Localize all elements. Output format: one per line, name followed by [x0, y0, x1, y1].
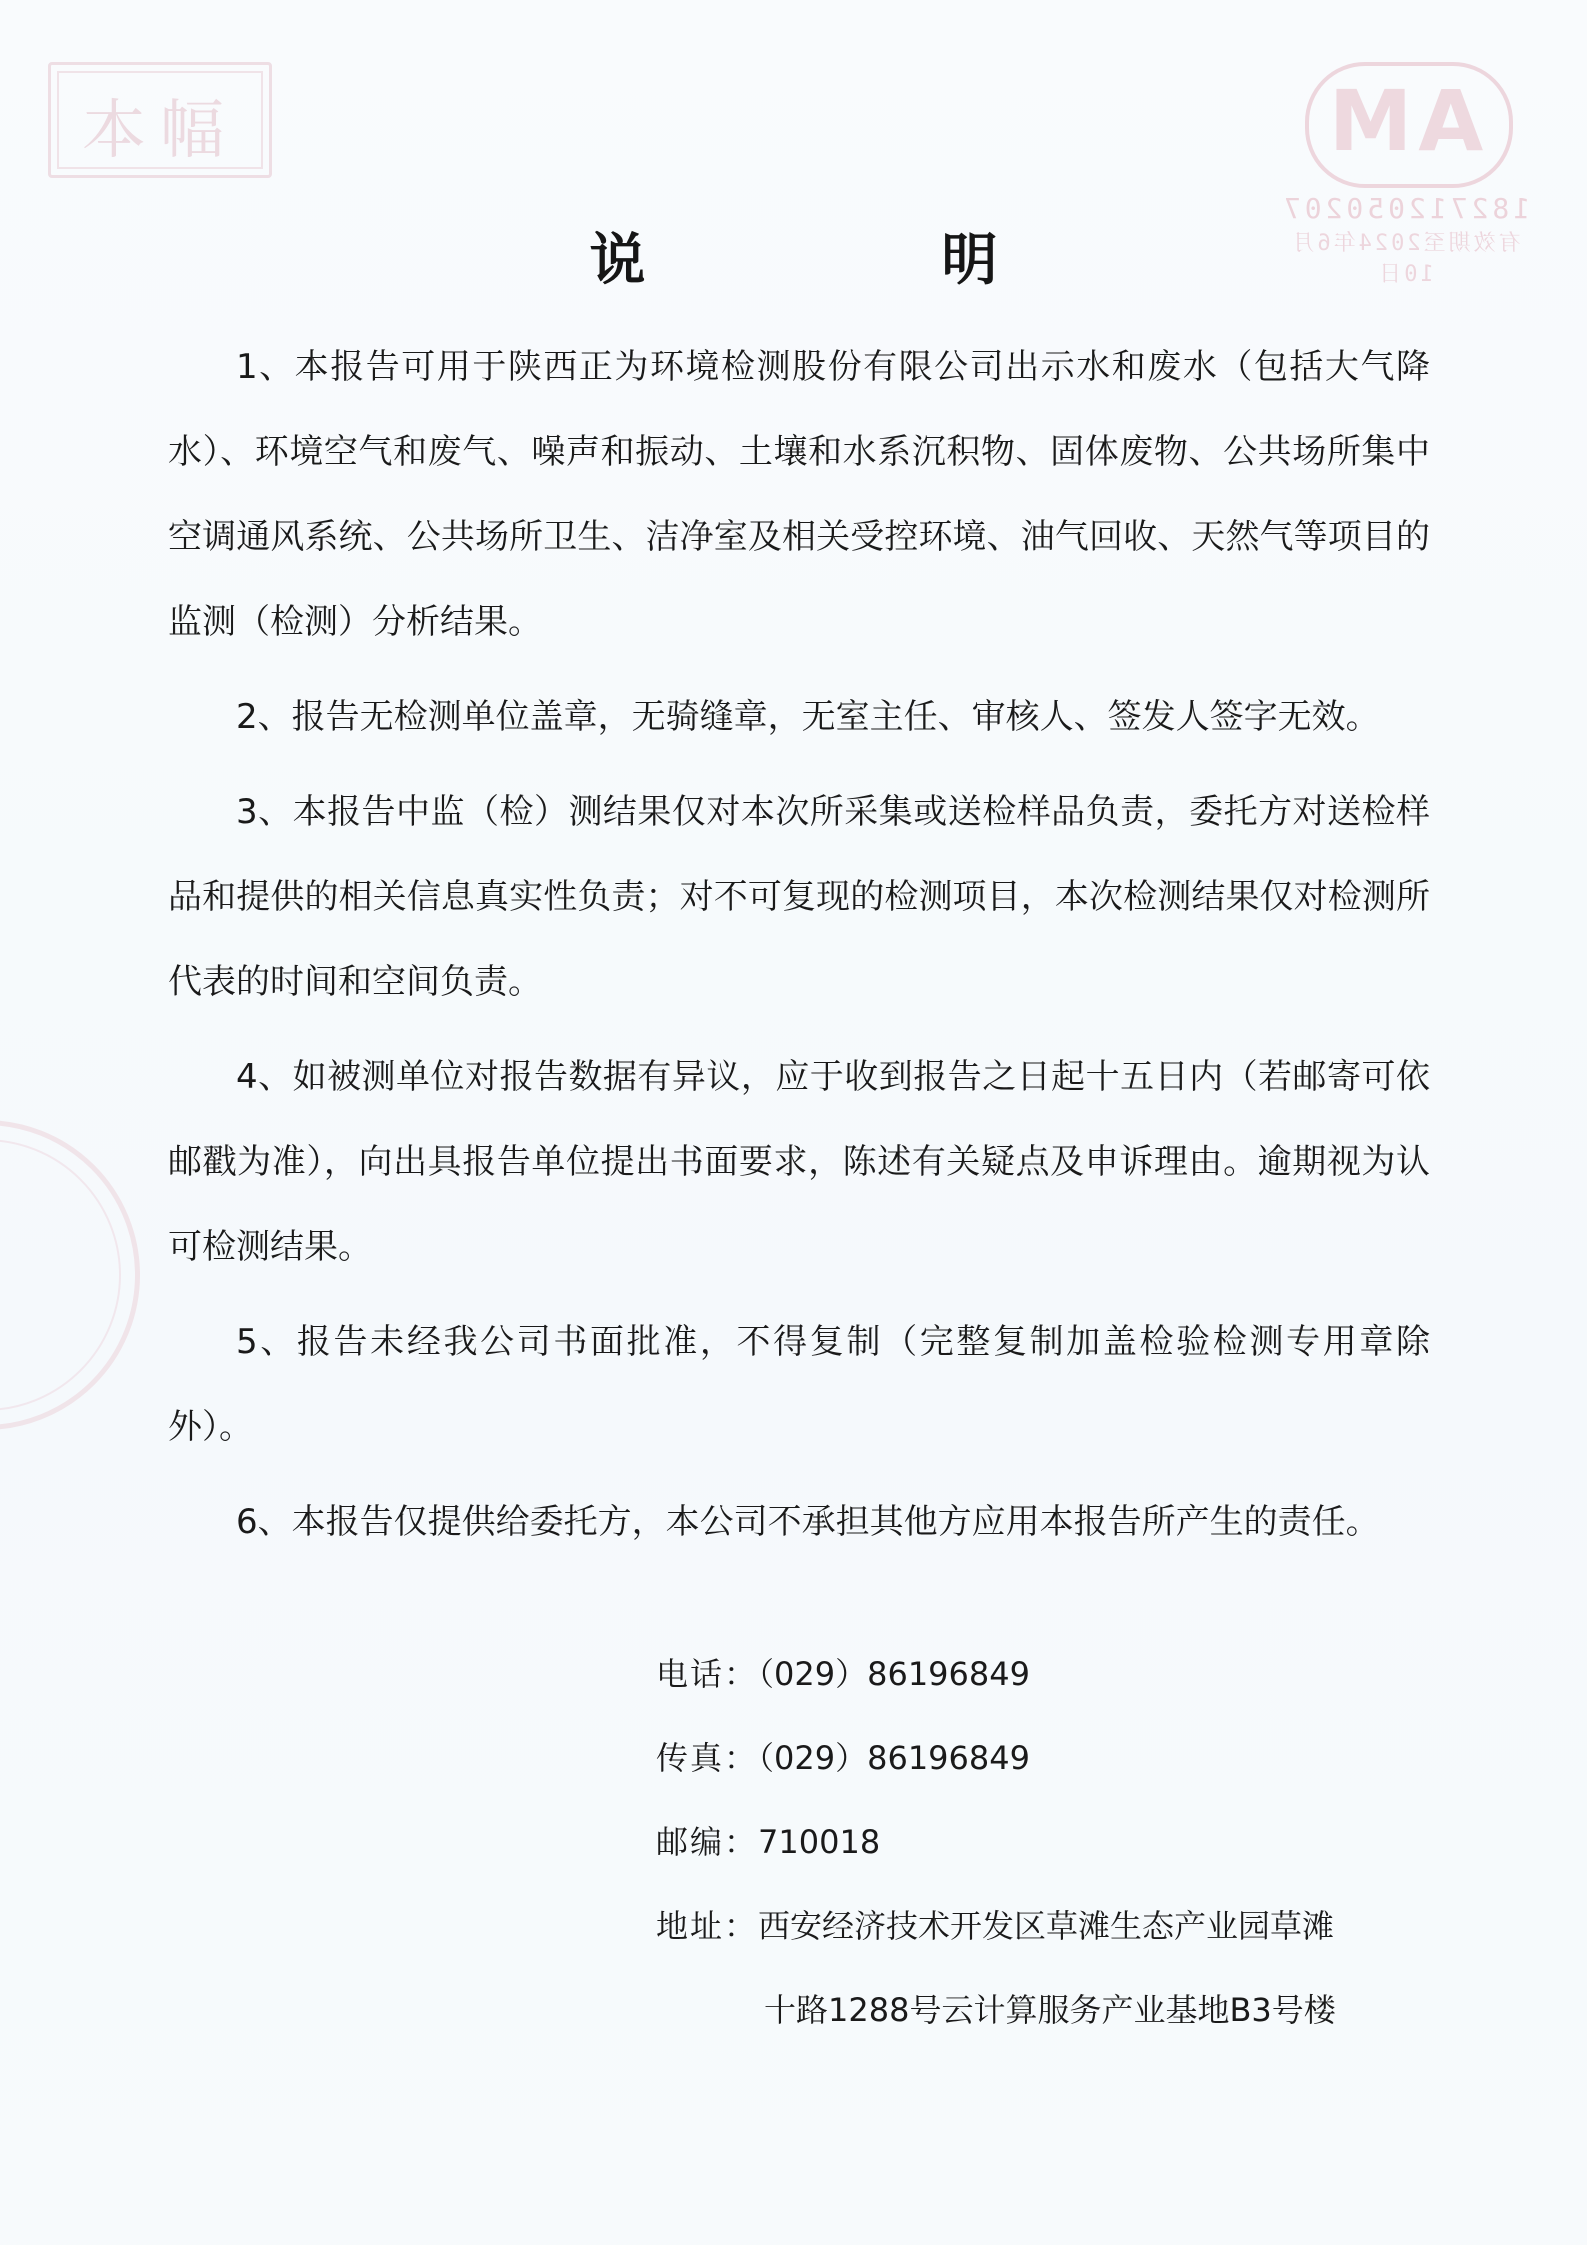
cma-logo-text: MA [1328, 72, 1490, 170]
cma-validity: 有效期至2024年6月10日 [1289, 231, 1521, 287]
postcode-row [656, 1800, 1436, 1884]
postcode-value: 710018 [758, 1823, 881, 1861]
note-paragraph-3: 3、本报告中监（检）测结果仅对本次所采集或送检样品负责，委托方对送检样品和提供的相关信息真实性负责；对不可复现的检测项目，本次检测结果仅对检测所代表的时间和空间负责。 [168, 792, 1430, 1002]
address-label: 地址： [656, 1907, 759, 1945]
note-paragraph-6: 6、本报告仅提供给委托方，本公司不承担其他方应用本报告所产生的责任。 [236, 1502, 1380, 1542]
note-paragraph-5: 5、报告未经我公司书面批准，不得复制（完整复制加盖检验检测专用章除外）。 [168, 1322, 1430, 1447]
phone-value: （029）86196849 [758, 1655, 1030, 1693]
cma-number: 182712050207 [1279, 192, 1531, 225]
notes-body [168, 325, 1430, 1575]
phone-label: 电话： [656, 1655, 759, 1693]
note-paragraph-2: 2、报告无检测单位盖章，无骑缝章，无室主任、审核人、签发人签字无效。 [236, 697, 1380, 737]
bleed-through-stamp-left [48, 62, 272, 178]
fax-row [656, 1716, 1436, 1800]
address-continuation-row [656, 1968, 1436, 2052]
postcode-label: 邮编： [656, 1823, 759, 1861]
address-row [656, 1884, 1436, 1968]
seal-inner-ring [0, 1139, 121, 1411]
phone-row [656, 1632, 1436, 1716]
stamp-text: 本幅 [82, 94, 238, 168]
contact-block [656, 1632, 1436, 2052]
fax-label: 传真： [656, 1739, 759, 1777]
address-line-2: 十路1288号云计算服务产业基地B3号楼 [764, 1991, 1336, 2029]
note-paragraph-1: 1、本报告可用于陕西正为环境检测股份有限公司出示水和废水（包括大气降水）、环境空气和废气、噪声和振动、土壤和水系沉积物、固体废物、公共场所集中空调通风系统、公共场所卫生、洁净室及相关受控环境、油气回收、天然气等项目的监测（检测）分析结果。 [168, 347, 1430, 642]
fax-value: （029）86196849 [758, 1739, 1030, 1777]
address-line-1: 西安经济技术开发区草滩生态产业园草滩 [758, 1907, 1335, 1945]
bleed-through-seal-left [0, 1120, 140, 1430]
page-title: 说 明 [589, 228, 1118, 293]
note-paragraph-4: 4、如被测单位对报告数据有异议，应于收到报告之日起十五日内（若邮寄可依邮戳为准），向出具报告单位提出书面要求，陈述有关疑点及申诉理由。逾期视为认可检测结果。 [168, 1057, 1430, 1267]
